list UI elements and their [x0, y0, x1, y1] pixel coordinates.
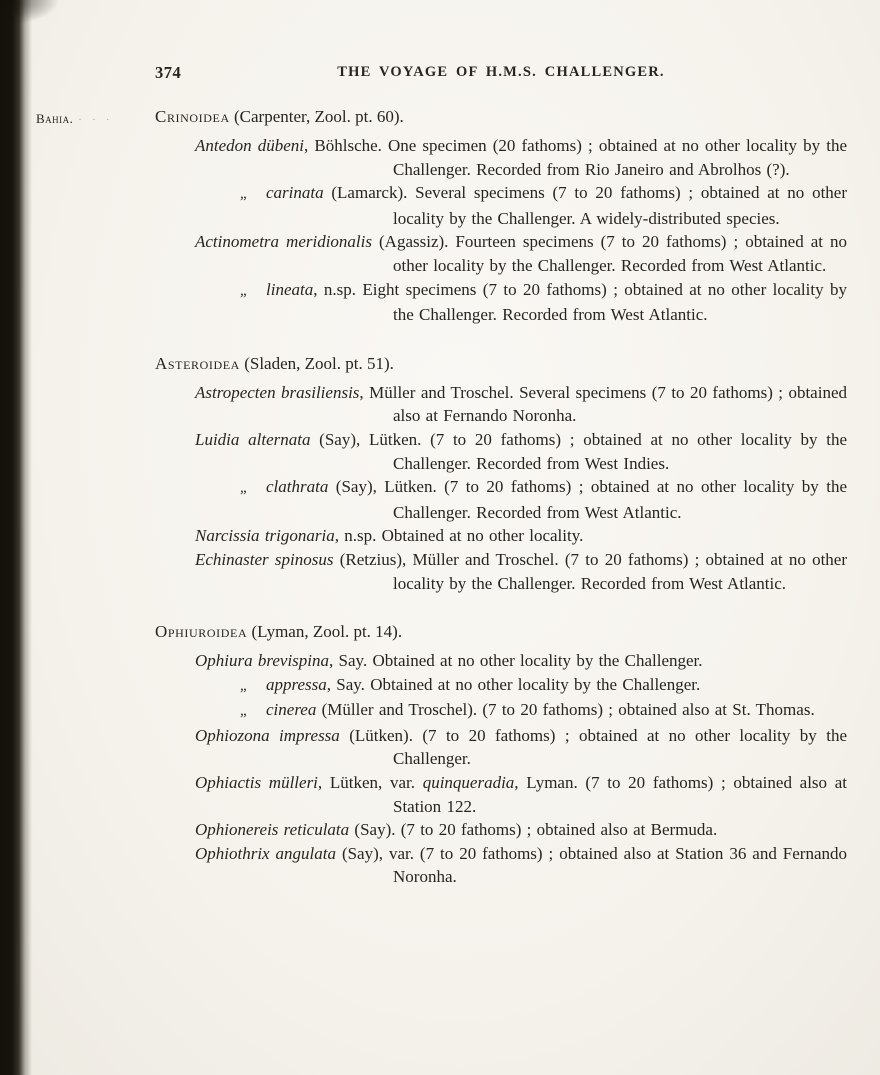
species-entry — [155, 818, 847, 842]
ditto-mark: „ — [240, 703, 247, 720]
section-heading — [155, 352, 847, 376]
section-citation: (Lyman, Zool. pt. 14). — [247, 622, 403, 642]
entry-text: , Lütken, var. — [317, 773, 423, 793]
species-name: Antedon dübeni — [195, 136, 305, 155]
entry-text: , Böhlsche. One specimen (20 fathoms) ; obtained at no other locality by the Challenger. Recorded from Rio Janeiro and Abrolhos (?). — [304, 136, 847, 179]
entry-text: (Say). (7 to 20 fathoms) ; obtained also at Bermuda. — [349, 820, 718, 840]
species-name: Narcissia trigonaria — [195, 526, 335, 546]
entry-text: , Say. Obtained at no other locality by the Challenger. — [326, 674, 701, 694]
species-name: clathrata — [266, 477, 329, 497]
species-name: Actinometra meridionalis — [195, 232, 372, 252]
running-title: THE VOYAGE OF H.M.S. CHALLENGER. — [337, 64, 665, 80]
taxon-name: Crinoidea — [155, 107, 230, 126]
entry-text: (Say), Lütken. (7 to 20 fathoms) ; obtained at no other locality by the Challenger. Recorded from West Atlantic. — [328, 477, 847, 522]
species-entry — [155, 475, 847, 524]
entry-text: , Lyman. (7 to 20 fathoms) ; obtained also at Station 122. — [393, 773, 847, 816]
section-citation: (Sladen, Zool. pt. 51). — [239, 353, 394, 373]
entry-text: , Say. Obtained at no other locality by the Challenger. — [329, 651, 703, 671]
entry-text: (Say), Lütken. (7 to 20 fathoms) ; obtained at no other locality by the Challenger. Recorded from West Indies. — [310, 429, 847, 473]
section-heading — [155, 620, 847, 644]
entry-text: (Agassiz). Fourteen specimens (7 to 20 fathoms) ; obtained at no other locality by the Challenger. Recorded from West Atlantic. — [372, 232, 848, 275]
section-asteroidea — [155, 352, 847, 595]
species-name: Luidia alternata — [195, 429, 311, 449]
page-header — [155, 63, 847, 85]
scan-gutter-shadow — [0, 0, 32, 1075]
species-name: Ophiozona impressa — [195, 725, 340, 745]
species-name: Ophiactis mülleri — [195, 773, 318, 793]
margin-note-label: Bahia. — [36, 111, 74, 126]
species-name: Echinaster spinosus — [195, 549, 334, 569]
entry-text: (Lütken). (7 to 20 fathoms) ; obtained at no other locality by the Challenger. — [339, 725, 847, 769]
species-name: quinqueradia — [422, 773, 515, 793]
species-list — [155, 105, 847, 889]
page-number: 374 — [155, 63, 182, 82]
ditto-mark: „ — [240, 677, 247, 694]
margin-note-dots: · · · — [78, 115, 114, 126]
entry-text: , n.sp. Eight specimens (7 to 20 fathoms) ; obtained at no other locality by the Challenger. Recorded from West Atlantic. — [313, 279, 847, 325]
species-name: lineata — [266, 279, 314, 299]
species-entry — [155, 698, 847, 724]
section-citation: (Carpenter, Zool. pt. 60). — [229, 107, 404, 126]
section-ophiuroidea — [155, 620, 847, 889]
section-crinoidea — [155, 105, 847, 327]
species-entry — [155, 724, 847, 771]
species-name: carinata — [266, 183, 324, 203]
species-entry — [155, 230, 847, 277]
section-heading — [155, 105, 847, 129]
species-name: Astropecten brasiliensis — [195, 382, 360, 402]
species-entry — [155, 381, 847, 428]
species-name: cinerea — [266, 700, 317, 720]
entry-text: (Müller and Troschel). (7 to 20 fathoms) ; obtained also at St. Thomas. — [316, 700, 815, 720]
species-name: Ophionereis reticulata — [195, 820, 350, 840]
species-entry — [155, 181, 847, 230]
species-entry — [155, 524, 847, 548]
species-entry — [155, 548, 847, 595]
entry-text: , n.sp. Obtained at no other locality. — [334, 526, 584, 546]
taxon-name: Ophiuroidea — [155, 622, 248, 642]
species-name: appressa — [266, 674, 327, 694]
species-entry — [155, 278, 847, 327]
margin-note — [36, 111, 113, 127]
species-name: Ophiothrix angulata — [195, 843, 336, 863]
species-entry — [155, 428, 847, 475]
ditto-mark: „ — [240, 186, 247, 203]
ditto-mark: „ — [240, 480, 247, 497]
species-name: Ophiura brevispina — [195, 651, 330, 671]
species-entry — [155, 134, 847, 181]
species-entry — [155, 771, 847, 818]
species-entry — [155, 649, 847, 673]
taxon-name: Asteroidea — [155, 353, 240, 373]
entry-text: (Say), var. (7 to 20 fathoms) ; obtained also at Station 36 and Fernando Noronha. — [336, 843, 847, 887]
species-entry — [155, 673, 847, 699]
ditto-mark: „ — [240, 282, 247, 299]
entry-text: (Retzius), Müller and Troschel. (7 to 20 fathoms) ; obtained at no other locality by the Challenger. Recorded from West Atlantic. — [333, 549, 847, 593]
scan-corner-shadow — [0, 0, 60, 26]
entry-text: (Lamarck). Several specimens (7 to 20 fathoms) ; obtained at no other locality by the Challenger. A widely-distributed species. — [323, 183, 847, 228]
species-entry — [155, 842, 847, 889]
entry-text: , Müller and Troschel. Several specimens (7 to 20 fathoms) ; obtained also at Fernando Noronha. — [359, 382, 848, 426]
